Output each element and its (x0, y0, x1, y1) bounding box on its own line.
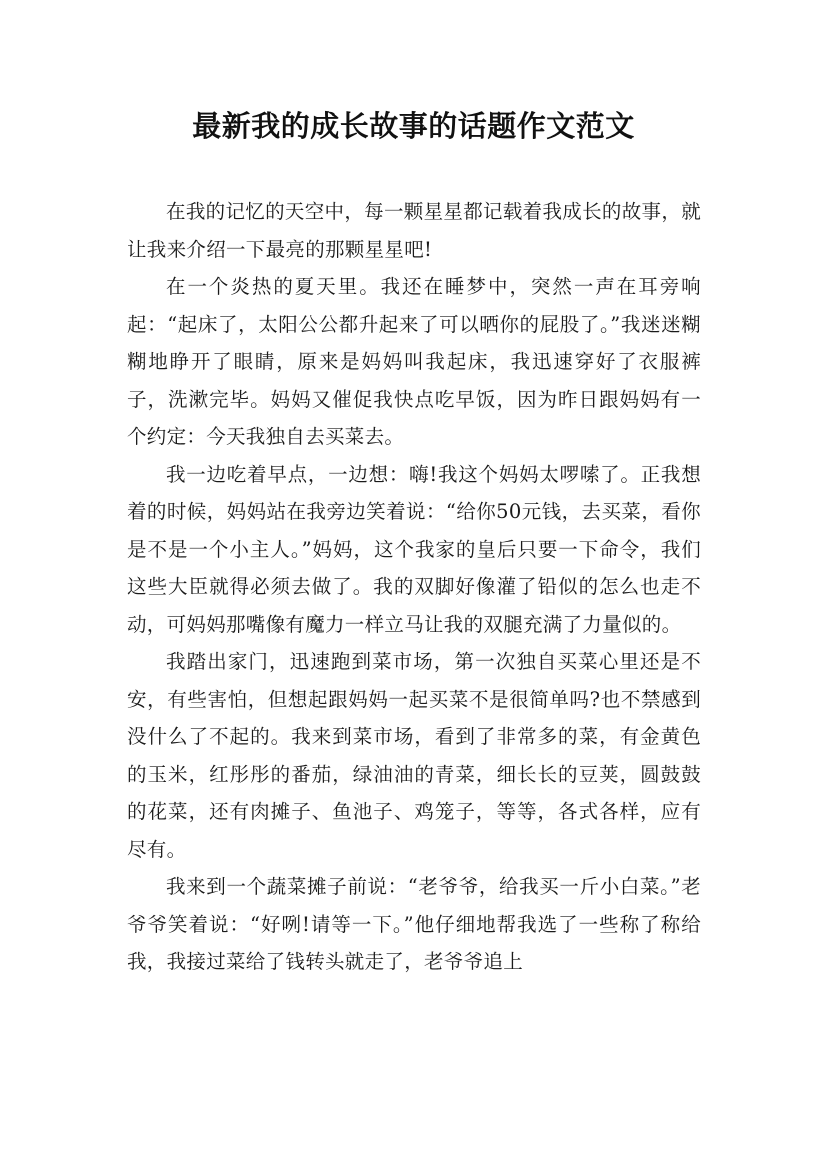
paragraph: 在一个炎热的夏天里。我还在睡梦中，突然一声在耳旁响起：“起床了，太阳公公都升起来了可以晒你的屁股了。”我迷迷糊糊地睁开了眼睛，原来是妈妈叫我起床，我迅速穿好了衣服裤子，洗漱完毕。妈妈又催促我快点吃早饭，因为昨日跟妈妈有一个约定：今天我独自去买菜去。 (127, 275, 701, 448)
document-body (127, 193, 701, 981)
paragraph: 我来到一个蔬菜摊子前说：“老爷爷，给我买一斤小白菜。”老爷爷笑着说：“好咧!请等一下。”他仔细地帮我选了一些称了称给我，我接过菜给了钱转头就走了，老爷爷追上 (127, 875, 701, 973)
paragraph: 我踏出家门，迅速跑到菜市场，第一次独自买菜心里还是不安，有些害怕，但想起跟妈妈一起买菜不是很简单吗?也不禁感到没什么了不起的。我来到菜市场，看到了非常多的菜，有金黄色的玉米，红彤彤的番茄，绿油油的青菜，细长长的豆荚，圆鼓鼓的花菜，还有肉摊子、鱼池子、鸡笼子，等等，各式各样，应有尽有。 (127, 650, 701, 861)
paragraph: 在我的记忆的天空中，每一颗星星都记载着我成长的故事，就让我来介绍一下最亮的那颗星星吧! (127, 200, 701, 261)
paragraph: 我一边吃着早点，一边想：嗨!我这个妈妈太啰嗦了。正我想着的时候，妈妈站在我旁边笑着说：“给你50元钱，去买菜，看你是不是一个小主人。”妈妈，这个我家的皇后只要一下命令，我们这些大臣就得必须去做了。我的双脚好像灌了铅似的怎么也走不动，可妈妈那嘴像有魔力一样立马让我的双腿充满了力量似的。 (127, 462, 701, 636)
document-title: 最新我的成长故事的话题作文范文 (192, 109, 635, 143)
